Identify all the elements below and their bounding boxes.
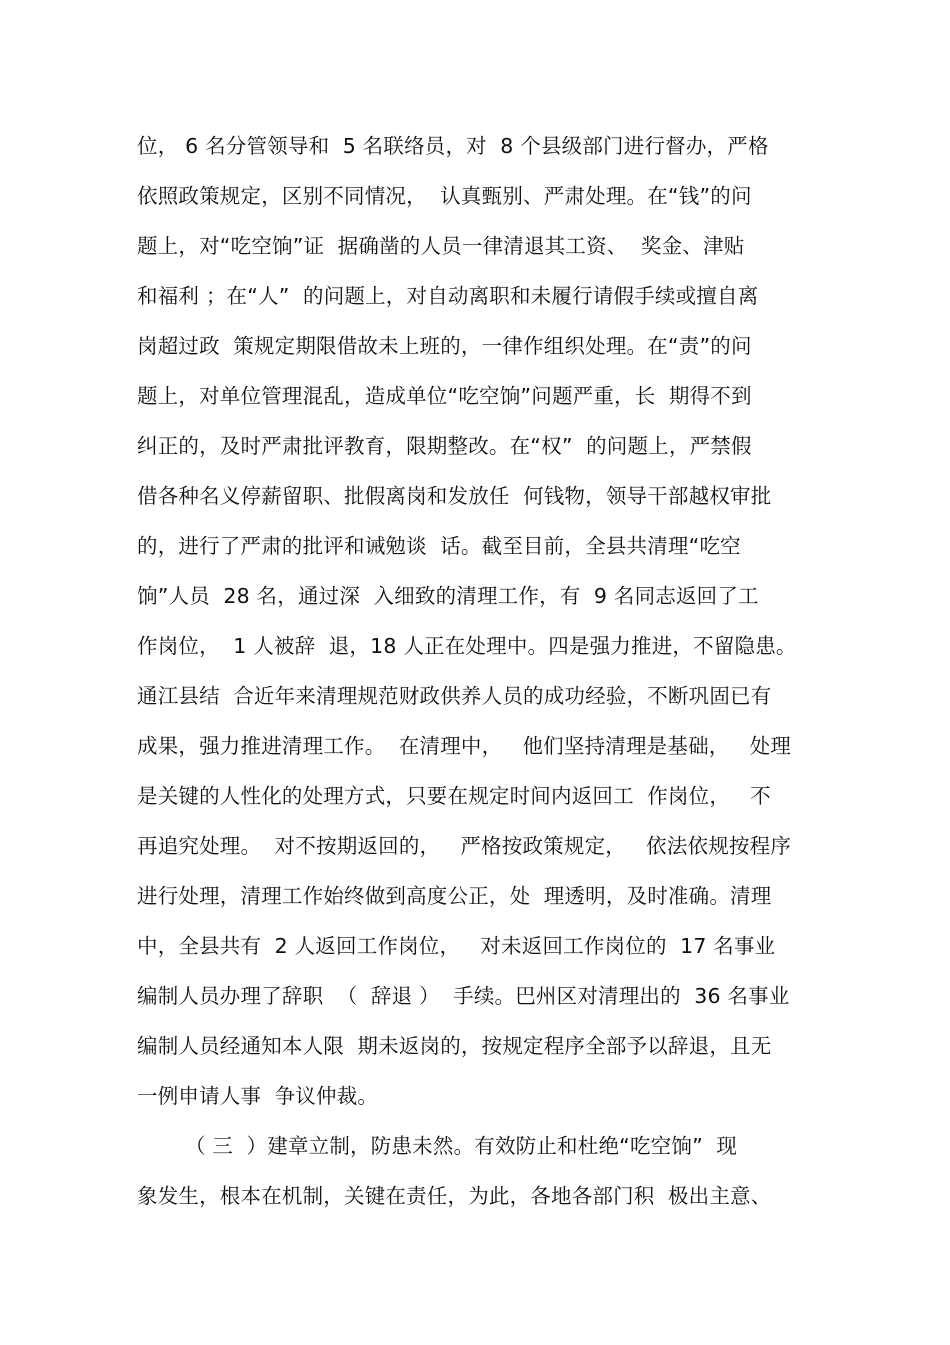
paragraph-line: 题上，对“吃空饷”证 据确凿的人员一律清退其工资、 奖金、津贴 [137, 234, 745, 258]
paragraph-line: 借各种名义停薪留职、批假离岗和发放任 何钱物，领导干部越权审批 [137, 484, 772, 508]
paragraph-line: 再追究处理。 对不按期返回的， 严格按政策规定， 依法依规按程序 [137, 834, 792, 858]
paragraph-line: 岗超过政 策规定期限借故未上班的，一律作组织处理。在“责”的问 [137, 334, 752, 358]
paragraph-line: 编制人员经通知本人限 期未返岗的，按规定程序全部予以辞退，且无 [137, 1034, 772, 1058]
paragraph-line: 作岗位， 1 人被辞 退，18 人正在处理中。四是强力推进，不留隐患。 [137, 634, 797, 658]
paragraph-line: 纠正的，及时严肃批评教育，限期整改。在“权” 的问题上，严禁假 [137, 434, 752, 458]
paragraph-line: 饷”人员 28 名，通过深 入细致的清理工作，有 9 名同志返回了工 [137, 584, 759, 608]
paragraph-line: 题上，对单位管理混乱，造成单位“吃空饷”问题严重，长 期得不到 [137, 384, 752, 408]
paragraph-line: 进行处理，清理工作始终做到高度公正，处 理透明，及时准确。清理 [137, 884, 772, 908]
paragraph-line: 中，全县共有 2 人返回工作岗位， 对未返回工作岗位的 17 名事业 [137, 934, 776, 958]
paragraph-line: 位， 6 名分管领导和 5 名联络员，对 8 个县级部门进行督办，严格 [137, 134, 769, 158]
paragraph-line: 和福利 ；在“人” 的问题上，对自动离职和未履行请假手续或擅自离 [137, 284, 759, 308]
paragraph-line: 依照政策规定，区别不同情况， 认真甄别、严肃处理。在“钱”的问 [137, 184, 752, 208]
paragraph-line: 编制人员办理了辞职 （ 辞退 ） 手续。巴州区对清理出的 36 名事业 [137, 984, 790, 1008]
paragraph-line: 象发生，根本在机制，关键在责任，为此，各地各部门积 极出主意、 [137, 1184, 772, 1208]
paragraph-line: 的，进行了严肃的批评和诫勉谈 话。截至目前，全县共清理“吃空 [137, 534, 741, 558]
section-heading-line: （ 三 ）建章立制，防患未然。有效防止和杜绝“吃空饷” 现 [185, 1134, 738, 1158]
paragraph-line: 通江县结 合近年来清理规范财政供养人员的成功经验，不断巩固已有 [137, 684, 772, 708]
paragraph-line: 一例申请人事 争议仲裁。 [137, 1084, 379, 1108]
paragraph-line: 成果，强力推进清理工作。 在清理中， 他们坚持清理是基础， 处理 [137, 734, 792, 758]
paragraph-line: 是关键的人性化的处理方式，只要在规定时间内返回工 作岗位， 不 [137, 784, 771, 808]
